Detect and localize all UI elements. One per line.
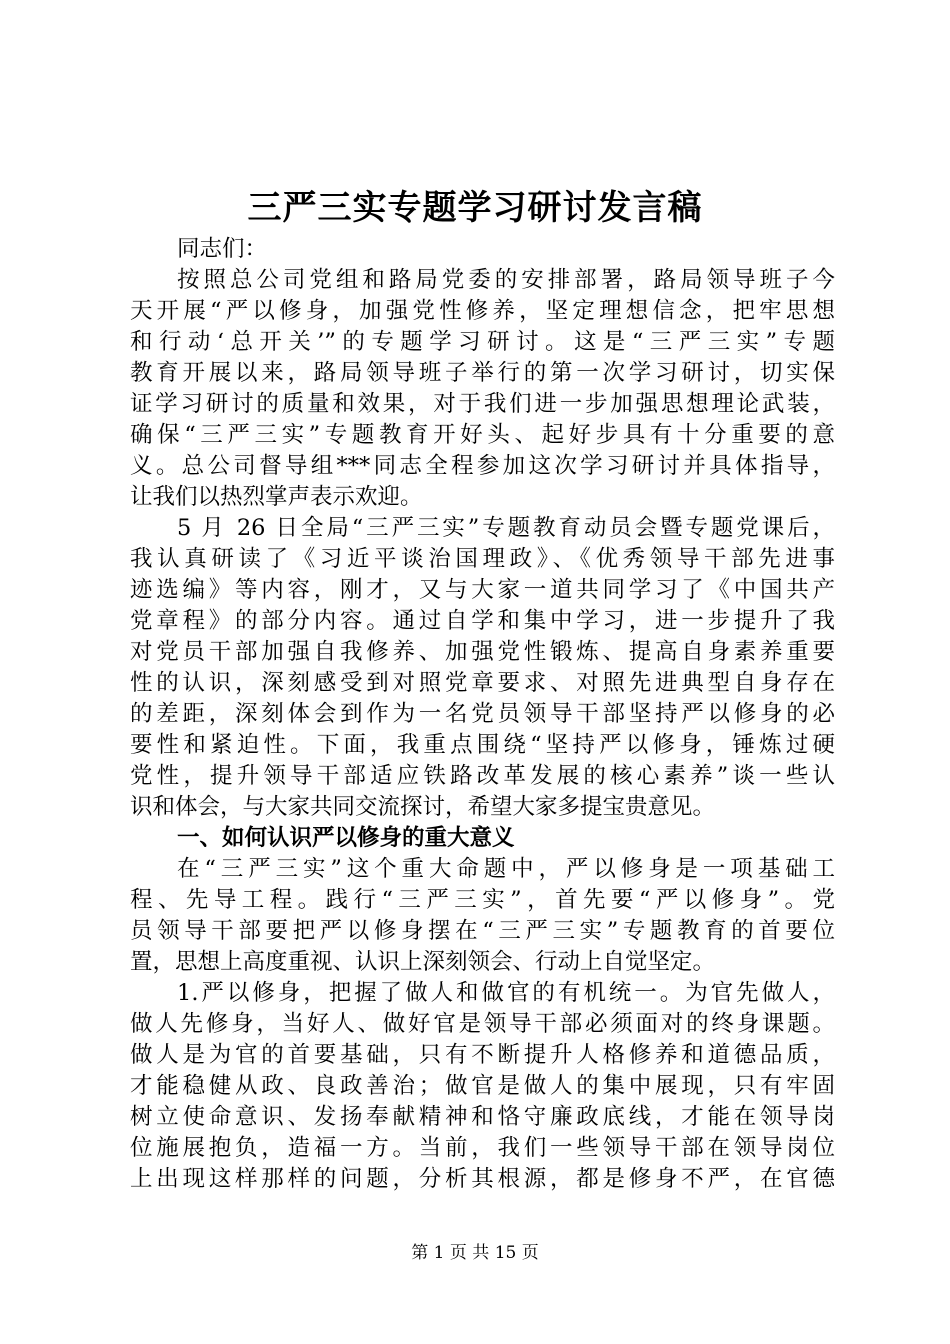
paragraph-line: 树立使命意识、发扬奉献精神和恪守廉政底线，才能在领导岗	[130, 1104, 835, 1130]
paragraph-line: 做人是为官的首要基础，只有不断提升人格修养和道德品质，	[130, 1042, 835, 1068]
paragraph-line: 党章程》的部分内容。通过自学和集中学习，进一步提升了我	[130, 608, 835, 634]
section-heading: 一、如何认识严以修身的重大意义	[177, 825, 515, 851]
paragraph-line: 做人先修身，当好人、做好官是领导干部必须面对的终身课题。	[130, 1011, 835, 1037]
salutation: 同志们：	[177, 236, 268, 262]
page-footer: 第 1 页 共 15 页	[411, 1243, 539, 1263]
paragraph-line: 5 月 26 日全局“三严三实”专题教育动员会暨专题党课后，	[177, 515, 835, 541]
document-body	[130, 234, 835, 1195]
paragraph-line: 按照总公司党组和路局党委的安排部署，路局领导班子今	[177, 267, 835, 293]
paragraph-line: 的差距，深刻体会到作为一名党员领导干部坚持严以修身的必	[130, 701, 835, 727]
paragraph-line: 要性和紧迫性。下面，我重点围绕“坚持严以修身，锤炼过硬	[130, 732, 835, 758]
paragraph-line: 天开展“严以修身，加强党性修养，坚定理想信念，把牢思想	[130, 298, 835, 324]
paragraph-line: 才能稳健从政、良政善治；做官是做人的集中展现，只有牢固	[130, 1073, 835, 1099]
paragraph-line: 我认真研读了《习近平谈治国理政》、《优秀领导干部先进事	[130, 546, 835, 572]
paragraph-line: 上出现这样那样的问题，分析其根源，都是修身不严，在官德	[130, 1166, 835, 1192]
paragraph-line: 让我们以热烈掌声表示欢迎。	[130, 484, 423, 510]
paragraph-line: 证学习研讨的质量和效果，对于我们进一步加强思想理论武装，	[130, 391, 835, 417]
paragraph-line: 员领导干部要把严以修身摆在“三严三实”专题教育的首要位	[130, 918, 835, 944]
paragraph-line: 对党员干部加强自我修养、加强党性锻炼、提高自身素养重要	[130, 639, 835, 665]
paragraph-line: 1.严以修身，把握了做人和做官的有机统一。为官先做人，	[177, 980, 835, 1006]
paragraph-line: 义。总公司督导组***同志全程参加这次学习研讨并具体指导，	[130, 453, 835, 479]
paragraph-line: 和行动‘总开关’”的专题学习研讨。这是“三严三实”专题	[130, 329, 835, 355]
paragraph-line: 识和体会，与大家共同交流探讨，希望大家多提宝贵意见。	[130, 794, 716, 820]
paragraph-line: 位施展抱负，造福一方。当前，我们一些领导干部在领导岗位	[130, 1135, 835, 1161]
document-title: 三严三实专题学习研讨发言稿	[247, 188, 703, 228]
paragraph-line: 党性，提升领导干部适应铁路改革发展的核心素养”谈一些认	[130, 763, 835, 789]
paragraph-line: 程、先导工程。践行“三严三实”，首先要“严以修身”。党	[130, 887, 835, 913]
paragraph-line: 置，思想上高度重视、认识上深刻领会、行动上自觉坚定。	[130, 949, 716, 975]
paragraph-line: 确保“三严三实”专题教育开好头、起好步具有十分重要的意	[130, 422, 835, 448]
paragraph-line: 迹选编》等内容，刚才，又与大家一道共同学习了《中国共产	[130, 577, 835, 603]
paragraph-line: 在“三严三实”这个重大命题中，严以修身是一项基础工	[177, 856, 835, 882]
paragraph-line: 性的认识，深刻感受到对照党章要求、对照先进典型自身存在	[130, 670, 835, 696]
paragraph-line: 教育开展以来，路局领导班子举行的第一次学习研讨，切实保	[130, 360, 835, 386]
